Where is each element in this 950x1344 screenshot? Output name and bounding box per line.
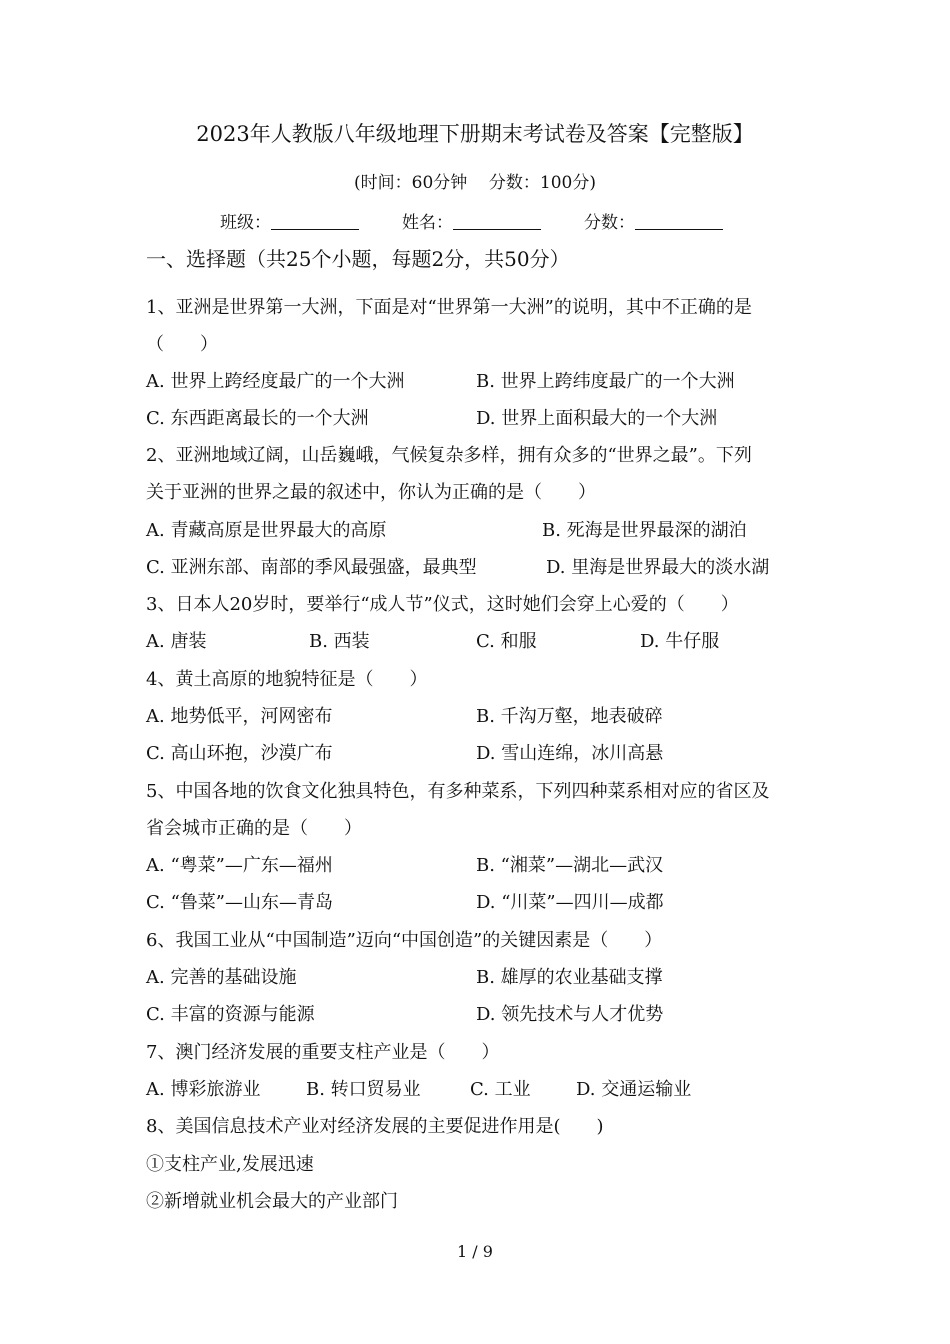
question-5-line-2: 省会城市正确的是（ ） [146,818,362,839]
question-3-option-a: A. 唐装 [146,631,207,652]
question-7-line-1: 7、澳门经济发展的重要支柱产业是（ ） [146,1042,500,1063]
score-label: 分数： [584,213,635,233]
question-3-line-1: 3、日本人20岁时，要举行“成人节”仪式，这时她们会穿上心爱的（ ） [146,594,739,615]
question-6-option-a: A. 完善的基础设施 [146,967,297,988]
question-3-option-d: D. 牛仔服 [640,631,720,652]
score-field [584,209,723,235]
question-1-line-1: 1、亚洲是世界第一大洲，下面是对“世界第一大洲”的说明，其中不正确的是 [146,297,752,318]
question-6-line-1: 6、我国工业从“中国制造”迈向“中国创造”的关键因素是（ ） [146,930,663,951]
class-label: 班级： [220,213,271,233]
question-1-option-d: D. 世界上面积最大的一个大洲 [476,408,718,429]
question-2-line-2: 关于亚洲的世界之最的叙述中，你认为正确的是（ ） [146,482,596,503]
question-4-line-1: 4、黄土高原的地貌特征是（ ） [146,669,428,690]
question-1-option-c: C. 东西距离最长的一个大洲 [146,408,369,429]
name-label: 姓名： [402,213,453,233]
question-1-line-2: （ ） [146,334,218,355]
question-4-option-c: C. 高山环抱，沙漠广布 [146,743,333,764]
question-6-option-b: B. 雄厚的农业基础支撑 [476,967,663,988]
question-2-line-1: 2、亚洲地域辽阔，山岳巍峨，气候复杂多样，拥有众多的“世界之最”。下列 [146,445,752,466]
question-2-option-d: D. 里海是世界最大的淡水湖 [546,557,770,578]
question-7-option-c: C. 工业 [470,1079,531,1100]
question-7-option-a: A. 博彩旅游业 [146,1079,261,1100]
question-1-option-b: B. 世界上跨纬度最广的一个大洲 [476,371,735,392]
question-2-option-c: C. 亚洲东部、南部的季风最强盛，最典型 [146,557,477,578]
question-2-option-b: B. 死海是世界最深的湖泊 [542,520,747,541]
exam-time-score: (时间：60分钟 分数：100分) [354,173,596,193]
question-5-option-a: A. “粤菜”—广东—福州 [146,855,333,876]
question-3-option-b: B. 西装 [309,631,370,652]
question-5-option-b: B. “湘菜”—湖北—武汉 [476,855,664,876]
question-6-option-c: C. 丰富的资源与能源 [146,1004,315,1025]
question-1-option-a: A. 世界上跨经度最广的一个大洲 [146,371,405,392]
section-title: 一、选择题（共25个小题，每题2分，共50分） [146,247,570,271]
question-2-option-a: A. 青藏高原是世界最大的高原 [146,520,387,541]
class-field [220,209,359,235]
question-4-option-a: A. 地势低平，河网密布 [146,706,333,727]
name-field [402,209,541,235]
score-blank[interactable] [635,209,723,230]
question-8-statement-2: ②新增就业机会最大的产业部门 [146,1191,398,1212]
question-4-option-d: D. 雪山连绵，冰川高悬 [476,743,664,764]
question-5-option-d: D. “川菜”—四川—成都 [476,892,664,913]
page-number: 1 / 9 [457,1242,493,1261]
question-7-option-b: B. 转口贸易业 [306,1079,421,1100]
question-5-option-c: C. “鲁菜”—山东—青岛 [146,892,333,913]
question-6-option-d: D. 领先技术与人才优势 [476,1004,664,1025]
exam-title: 2023年人教版八年级地理下册期末考试卷及答案【完整版】 [196,122,754,146]
question-3-option-c: C. 和服 [476,631,537,652]
question-8-line-1: 8、美国信息技术产业对经济发展的主要促进作用是( ) [146,1116,604,1137]
question-8-statement-1: ①支柱产业,发展迅速 [146,1154,314,1175]
name-blank[interactable] [453,209,541,230]
question-4-option-b: B. 千沟万壑，地表破碎 [476,706,663,727]
class-blank[interactable] [271,209,359,230]
question-7-option-d: D. 交通运输业 [576,1079,692,1100]
question-5-line-1: 5、中国各地的饮食文化独具特色，有多种菜系，下列四种菜系相对应的省区及 [146,781,770,802]
